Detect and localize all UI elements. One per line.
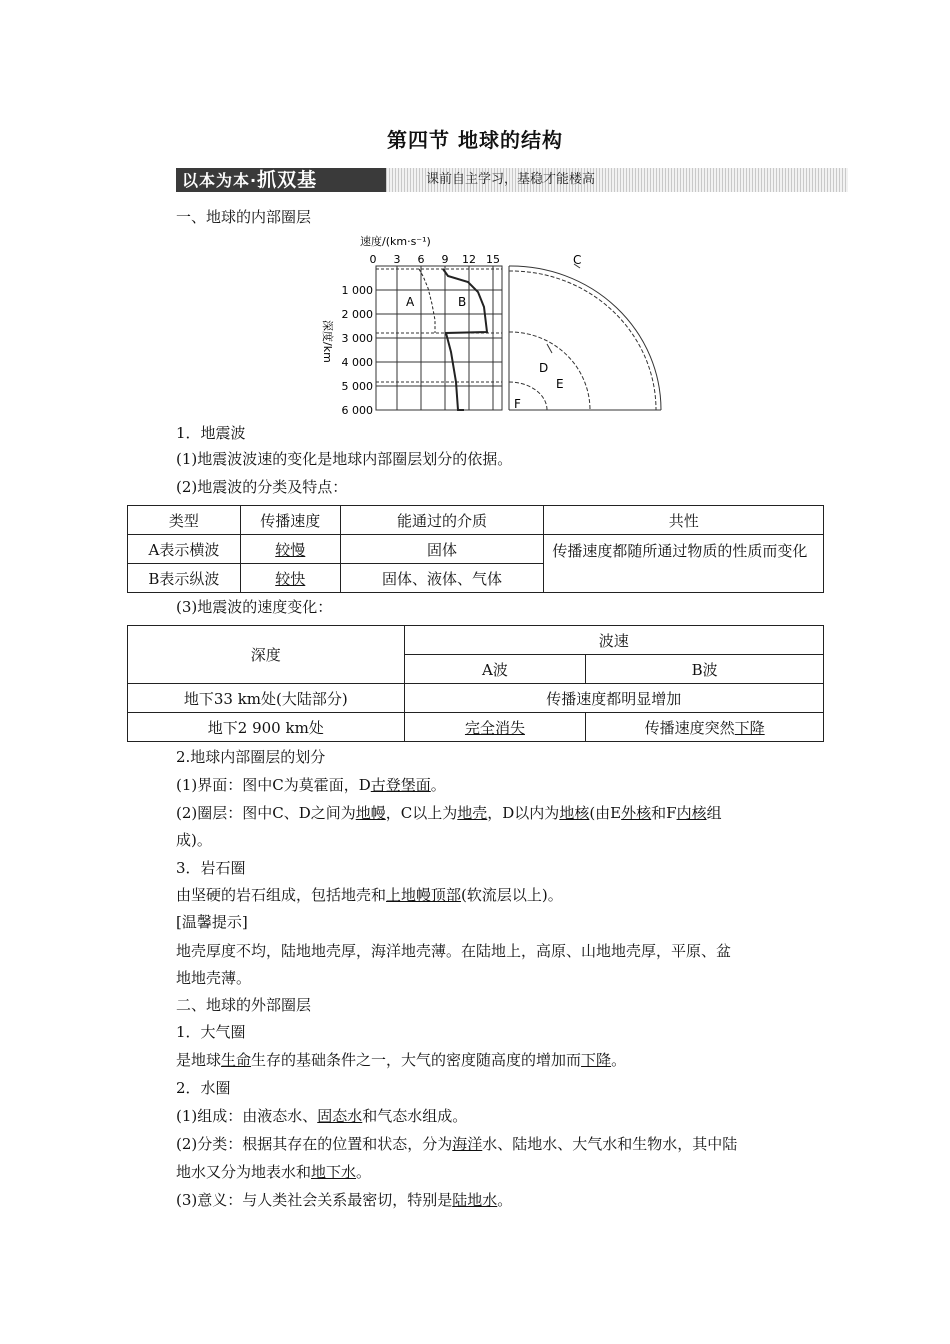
table-cell: 地下33 km处(大陆部分) — [128, 684, 405, 713]
boundary-lines — [376, 269, 502, 382]
section-banner — [176, 168, 848, 192]
page-title: 第四节 地球的结构 — [387, 128, 563, 152]
ytick-4000: 4 000 — [341, 356, 373, 369]
underlined-answer: 古登堡面 — [370, 776, 431, 794]
xtick-15: 15 — [486, 253, 500, 266]
para-interfaces — [176, 774, 446, 796]
table-cell — [240, 564, 340, 593]
table-header-b: B波 — [586, 655, 824, 684]
table-header-cell: 类型 — [128, 506, 241, 535]
banner-heading — [176, 168, 386, 192]
table-row — [128, 684, 824, 713]
underlined-answer: 固态水 — [317, 1107, 363, 1125]
text: ，D以内为 — [487, 804, 560, 822]
table-cell — [404, 713, 586, 742]
heading-hydrosphere: 2．水圈 — [176, 1079, 231, 1097]
underlined-answer: 较快 — [275, 569, 306, 588]
table-cell — [586, 713, 824, 742]
tip-line-2: 地地壳薄。 — [176, 969, 252, 987]
table-row — [128, 506, 824, 535]
diagram-ylabel: 深度/km — [321, 320, 334, 363]
para-significance — [176, 1189, 512, 1211]
heading-seismic-wave: 1．地震波 — [176, 424, 246, 442]
text: ，C以上为 — [385, 804, 458, 822]
underlined-answer: 较慢 — [275, 540, 306, 559]
text: (3)意义：与人类社会关系最密切，特别是 — [176, 1191, 453, 1209]
section-heading-2: 二、地球的外部圈层 — [176, 996, 312, 1014]
table-header-depth: 深度 — [128, 626, 405, 684]
cell-text: 传播速度突然 — [644, 718, 735, 737]
banner-subtitle: 课前自主学习，基稳才能楼高 — [426, 172, 596, 187]
text: (1)组成：由液态水、 — [176, 1107, 318, 1125]
heading-atmosphere: 1．大气圈 — [176, 1023, 246, 1041]
heading-lithosphere: 3．岩石圈 — [176, 859, 246, 877]
table-header-speed: 波速 — [404, 626, 823, 655]
table-row — [128, 626, 824, 655]
label-f: F — [514, 397, 521, 411]
table-header-a: A波 — [404, 655, 586, 684]
label-e: E — [556, 377, 564, 391]
label-a: A — [406, 295, 415, 309]
label-c: C — [573, 253, 582, 267]
banner-heading-b: 抓双基 — [257, 169, 318, 191]
diagram-xlabel: 速度/(km·s⁻¹) — [360, 235, 431, 248]
wave-types-table — [127, 505, 824, 593]
text: 。 — [430, 776, 446, 794]
underlined-answer: 海洋 — [452, 1135, 483, 1153]
para-speed-change: (3)地震波的速度变化： — [176, 598, 333, 616]
para-atmosphere — [176, 1049, 626, 1071]
text: 地水又分为地表水和 — [176, 1163, 312, 1181]
xtick-3: 3 — [393, 253, 401, 266]
text: (2)圈层：图中C、D之间为 — [176, 804, 356, 822]
diagram-xticks — [370, 253, 501, 266]
para-composition — [176, 1105, 467, 1127]
text: (1)界面：图中C为莫霍面，D — [176, 776, 371, 794]
ytick-1000: 1 000 — [341, 284, 373, 297]
table-header-cell: 共性 — [544, 506, 824, 535]
table-header-cell: 能通过的介质 — [340, 506, 544, 535]
text: (由E — [589, 804, 622, 822]
tip-line-1: 地壳厚度不均，陆地地壳厚，海洋地壳薄。在陆地上，高原、山地地壳厚，平原、盆 — [176, 942, 732, 960]
text: 和F — [651, 804, 677, 822]
underlined-answer: 上地幔顶部 — [386, 886, 462, 904]
ytick-6000: 6 000 — [341, 404, 373, 417]
banner-heading-a: 以本为本· — [182, 171, 258, 190]
text: (2)分类：根据其存在的位置和状态，分为 — [176, 1135, 453, 1153]
text: 是地球 — [176, 1051, 222, 1069]
diagram-grid — [376, 266, 502, 410]
section-heading-1: 一、地球的内部圈层 — [176, 208, 312, 226]
table-cell: 固体 — [340, 535, 544, 564]
underlined-answer: 下降 — [734, 718, 765, 737]
table-cell — [240, 535, 340, 564]
text: 组 — [706, 804, 722, 822]
text: 水、陆地水、大气水和生物水，其中陆 — [482, 1135, 738, 1153]
text: 。 — [497, 1191, 513, 1209]
underlined-answer: 地核 — [559, 804, 590, 822]
para-seismic-basis: (1)地震波波速的变化是地球内部圈层划分的依据。 — [176, 450, 513, 468]
xtick-6: 6 — [417, 253, 425, 266]
para-classification — [176, 1133, 737, 1155]
text: 。 — [611, 1051, 627, 1069]
table-row — [128, 713, 824, 742]
table-header-cell: 传播速度 — [240, 506, 340, 535]
text: 。 — [356, 1163, 372, 1181]
text: (软流层以上)。 — [461, 886, 563, 904]
table-cell: A表示横波 — [128, 535, 241, 564]
para-layers-cont: 成)。 — [176, 831, 212, 849]
earth-quarter-section — [509, 264, 661, 410]
label-b: B — [458, 295, 467, 309]
underlined-answer: 陆地水 — [452, 1191, 498, 1209]
underlined-answer: 地幔 — [355, 804, 386, 822]
para-classification-cont — [176, 1161, 371, 1183]
para-layers — [176, 802, 722, 824]
tip-heading: [温馨提示] — [176, 913, 248, 931]
ytick-2000: 2 000 — [341, 308, 373, 321]
text: 由坚硬的岩石组成，包括地壳和 — [176, 886, 387, 904]
underlined-answer: 外核 — [621, 804, 652, 822]
table-cell: 固体、液体、气体 — [340, 564, 544, 593]
table-cell: 地下2 900 km处 — [128, 713, 405, 742]
underlined-answer: 地下水 — [311, 1163, 357, 1181]
heading-layer-division: 2.地球内部圈层的划分 — [176, 748, 326, 766]
table-cell: B表示纵波 — [128, 564, 241, 593]
table-row — [128, 535, 824, 564]
underlined-answer: 生命 — [221, 1051, 252, 1069]
ytick-3000: 3 000 — [341, 332, 373, 345]
underlined-answer: 完全消失 — [464, 718, 525, 737]
xtick-12: 12 — [462, 253, 476, 266]
para-lithosphere — [176, 884, 563, 906]
xtick-9: 9 — [441, 253, 449, 266]
text: 和气态水组成。 — [362, 1107, 468, 1125]
earth-interior-diagram — [318, 232, 668, 422]
underlined-answer: 下降 — [581, 1051, 612, 1069]
underlined-answer: 地壳 — [457, 804, 488, 822]
para-seismic-types: (2)地震波的分类及特点： — [176, 478, 348, 496]
label-d: D — [539, 361, 549, 375]
diagram-yticks — [342, 284, 374, 417]
wave-speed-table — [127, 625, 824, 742]
table-cell: 传播速度都明显增加 — [404, 684, 823, 713]
xtick-0: 0 — [369, 253, 377, 266]
text: 生存的基础条件之一，大气的密度随高度的增加而 — [251, 1051, 582, 1069]
underlined-answer: 内核 — [676, 804, 707, 822]
table-cell-common: 传播速度都随所通过物质的性质而变化 — [544, 535, 824, 593]
ytick-5000: 5 000 — [341, 380, 373, 393]
